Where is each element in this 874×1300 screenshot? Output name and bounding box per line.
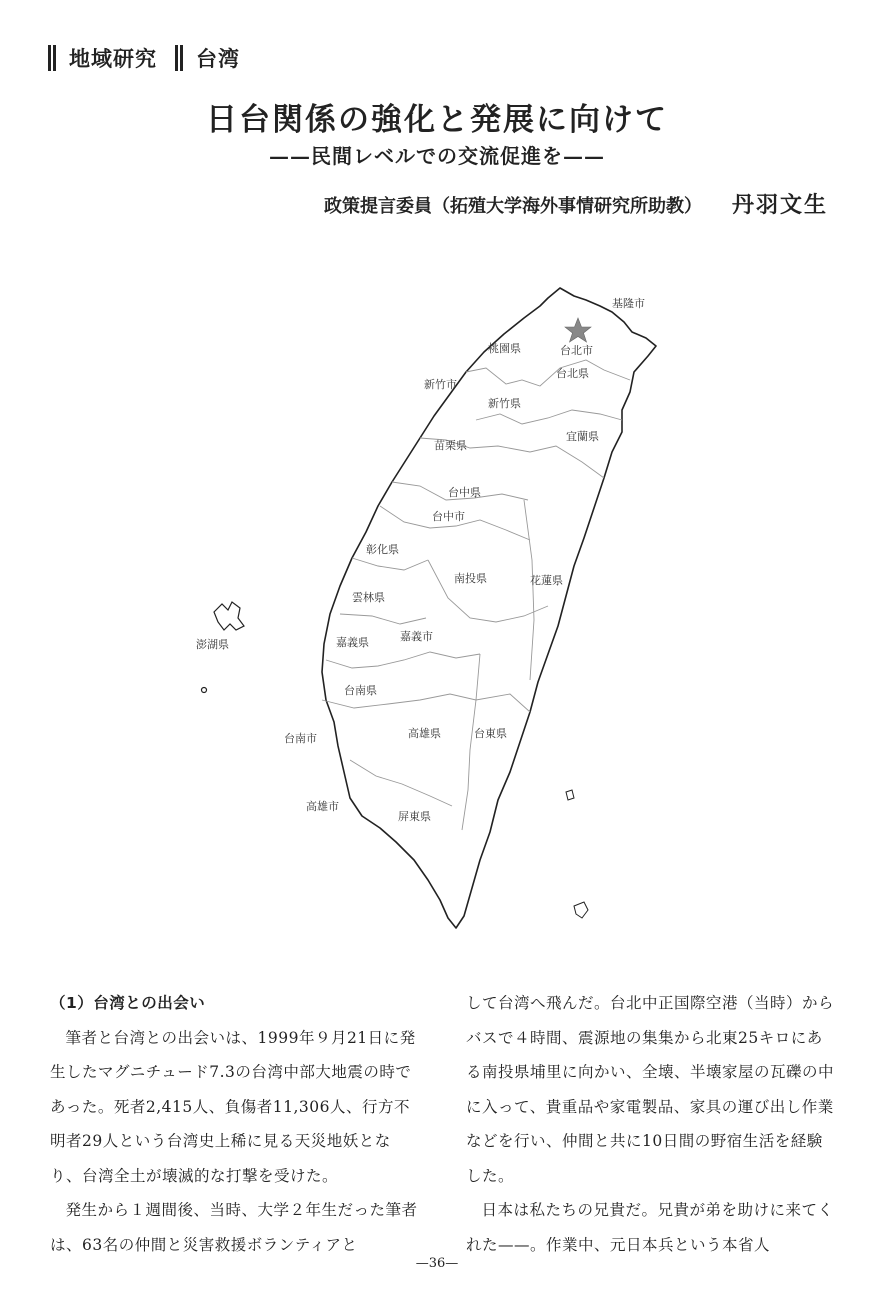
paragraph: 発生から１週間後、当時、大学２年生だった筆者は、63名の仲間と災害救援ボランティアと: [50, 1201, 418, 1254]
paragraph: して台湾へ飛んだ。台北中正国際空港（当時）からバスで４時間、震源地の集集から北東25キロにある南投県埔里に向かい、全壊、半壊家屋の瓦礫の中に入って、貴重品や家電製品、家具の運び出し作業などを行い、仲間と共に10日間の野宿生活を経験した。: [466, 994, 835, 1185]
article-title: 日台関係の強化と発展に向けて: [206, 102, 668, 138]
map-label-hsinchu-county: 新竹県: [488, 397, 521, 410]
map-label-chiayi-city: 嘉義市: [400, 630, 433, 643]
map-label-yunlin: 雲林県: [352, 591, 385, 604]
region-label: 台湾: [196, 47, 240, 71]
map-label-taichung-county: 台中県: [448, 486, 481, 499]
map-label-hualien: 花蓮県: [530, 574, 563, 587]
map-label-tainan-city: 台南市: [284, 732, 317, 745]
map-label-taitung: 台東県: [474, 727, 507, 740]
map-label-keelung: 基隆市: [612, 297, 645, 310]
paragraph: 日本は私たちの兄貴だ。兄貴が弟を助けに来てくれた——。作業中、元日本兵という本省人: [466, 1201, 834, 1254]
article-subtitle: ——民間レベルでの交流促進を——: [269, 144, 605, 168]
map-label-kaohsiung-county: 高雄県: [408, 727, 441, 740]
section-heading: （1）台湾との出会い: [50, 994, 206, 1012]
left-column: [50, 986, 420, 1262]
map-label-changhua: 彰化県: [366, 543, 399, 556]
map-label-tainan-county: 台南県: [344, 684, 377, 697]
page-number: —36—: [415, 1256, 459, 1271]
map-label-pingtung: 屏東県: [398, 810, 431, 823]
author-name: 丹羽文生: [731, 192, 828, 218]
map-label-taoyuan: 桃園県: [488, 342, 521, 355]
map-label-kaohsiung-city: 高雄市: [306, 800, 339, 813]
right-column: [466, 986, 836, 1262]
map-label-chiayi-county: 嘉義県: [336, 636, 369, 649]
map-label-penghu: 澎湖県: [196, 638, 229, 651]
category-label: 地域研究: [69, 47, 157, 71]
map-label-nantou: 南投県: [454, 572, 487, 585]
author-role: 政策提言委員（拓殖大学海外事情研究所助教）: [323, 196, 702, 217]
paragraph: 筆者と台湾との出会いは、1999年９月21日に発生したマグニチュード7.3の台湾中部大地震の時であった。死者2,415人、負傷者11,306人、行方不明者29人という台湾史上稀に見る天災地妖となり、台湾全土が壊滅的な打撃を受けた。: [50, 1028, 416, 1185]
map-label-taipei-city: 台北市: [560, 344, 593, 357]
map-label-taichung-city: 台中市: [432, 510, 465, 523]
map-label-hsinchu-city: 新竹市: [424, 378, 457, 391]
map-label-miaoli: 苗栗県: [434, 439, 467, 452]
taiwan-island-outline: [322, 288, 656, 928]
orchid-island: [574, 902, 588, 918]
map-label-taipei-county: 台北県: [556, 367, 589, 380]
map-label-yilan: 宜蘭県: [566, 430, 599, 443]
green-island: [566, 790, 574, 800]
